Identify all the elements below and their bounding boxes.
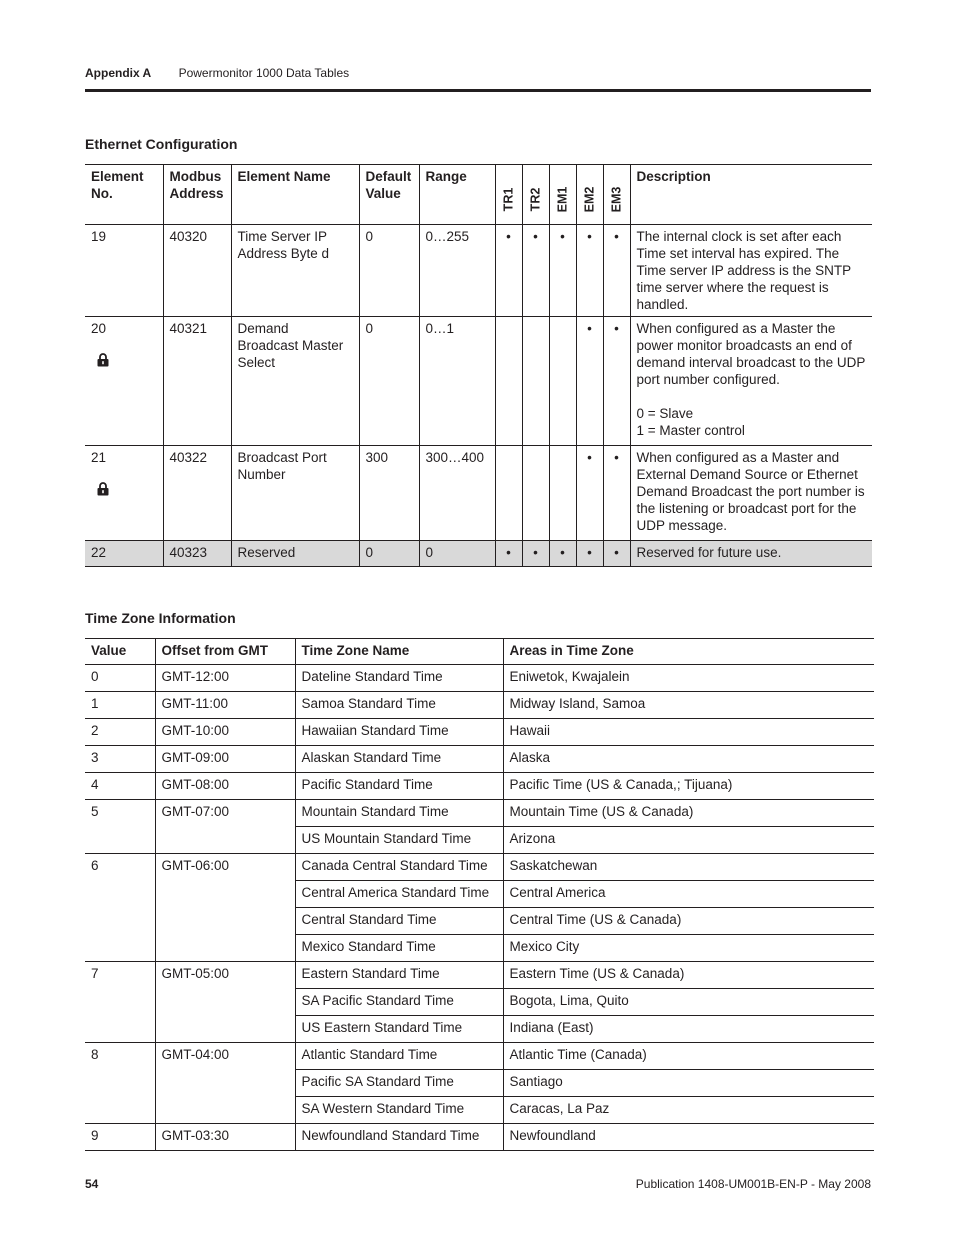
table-row (85, 665, 874, 692)
table-row (85, 225, 872, 317)
description: When configured as a Master the power monitor broadcasts an end of demand interval broadcast to the UDP port number configured. (636, 321, 866, 387)
col-em1-label: EM1 (554, 186, 569, 213)
publication-id: Publication 1408-UM001B-EN-P - May 2008 (635, 1177, 871, 1191)
em1-dot (549, 317, 576, 446)
tz-areas: Saskatchewan (503, 854, 874, 881)
tz-value: 9 (85, 1124, 155, 1151)
modbus-address: 40322 (163, 446, 231, 541)
table-row (85, 962, 874, 989)
tz-name: SA Western Standard Time (295, 1097, 503, 1124)
em2-dot: • (576, 541, 603, 567)
description-option-master: 1 = Master control (636, 423, 745, 438)
table-row (85, 773, 874, 800)
running-header (85, 66, 349, 80)
tz-areas: Newfoundland (503, 1124, 874, 1151)
tz-name: Alaskan Standard Time (295, 746, 503, 773)
col-em3-label: EM3 (608, 186, 623, 213)
table-row (85, 908, 874, 935)
table-row (85, 800, 874, 827)
table-row (85, 989, 874, 1016)
description: The internal clock is set after each Time set interval has expired. The Time server IP address is the SNTP time server where the request is handled. (630, 225, 872, 317)
element-name: Time Server IP Address Byte d (231, 225, 359, 317)
tz-offset (155, 1097, 295, 1124)
modbus-address: 40321 (163, 317, 231, 446)
tz-offset: GMT-03:30 (155, 1124, 295, 1151)
col-default-value: Default Value (359, 165, 419, 225)
tz-areas: Pacific Time (US & Canada,; Tijuana) (503, 773, 874, 800)
col-element-name: Element Name (231, 165, 359, 225)
tz-value (85, 1016, 155, 1043)
range: 0…1 (419, 317, 495, 446)
col-description: Description (630, 165, 872, 225)
tz-areas: Arizona (503, 827, 874, 854)
tz-areas: Eniwetok, Kwajalein (503, 665, 874, 692)
tz-areas: Central Time (US & Canada) (503, 908, 874, 935)
ethernet-config-table (85, 164, 872, 567)
tz-name: SA Pacific Standard Time (295, 989, 503, 1016)
tz-areas: Caracas, La Paz (503, 1097, 874, 1124)
tr2-dot: • (522, 225, 549, 317)
element-no: 19 (85, 225, 163, 317)
tz-name: Atlantic Standard Time (295, 1043, 503, 1070)
em3-dot: • (603, 317, 630, 446)
em3-dot: • (603, 225, 630, 317)
table-row (85, 317, 872, 446)
header-rule (85, 89, 871, 92)
tz-name: US Mountain Standard Time (295, 827, 503, 854)
tz-areas: Bogota, Lima, Quito (503, 989, 874, 1016)
table-row (85, 1043, 874, 1070)
description-option-slave: 0 = Slave (636, 406, 694, 421)
table-row (85, 541, 872, 567)
ethernet-header-row (85, 165, 872, 225)
range: 0 (419, 541, 495, 567)
col-modbus-address: Modbus Address (163, 165, 231, 225)
col-tr1 (495, 165, 522, 225)
col-em1 (549, 165, 576, 225)
table-row (85, 1070, 874, 1097)
tz-areas: Eastern Time (US & Canada) (503, 962, 874, 989)
timezone-header-row (85, 639, 874, 665)
tz-offset: GMT-09:00 (155, 746, 295, 773)
timezone-rows (85, 665, 874, 1151)
tz-areas: Indiana (East) (503, 1016, 874, 1043)
table-row (85, 1016, 874, 1043)
tr1-dot: • (495, 541, 522, 567)
lock-icon (97, 482, 109, 496)
col-areas: Areas in Time Zone (503, 639, 874, 665)
range: 300…400 (419, 446, 495, 541)
tz-name: Pacific Standard Time (295, 773, 503, 800)
tz-areas: Central America (503, 881, 874, 908)
default-value: 0 (359, 541, 419, 567)
description: When configured as a Master and External Demand Source or Ethernet Demand Broadcast the port number is the listening or broadcast port for the UDP message. (630, 446, 872, 541)
tz-offset: GMT-07:00 (155, 800, 295, 827)
table-row (85, 935, 874, 962)
col-tr2-label: TR2 (528, 187, 542, 212)
tr2-dot (522, 317, 549, 446)
tz-areas: Atlantic Time (Canada) (503, 1043, 874, 1070)
tz-offset: GMT-11:00 (155, 692, 295, 719)
tz-offset: GMT-04:00 (155, 1043, 295, 1070)
timezone-table (85, 638, 874, 1151)
tr1-dot (495, 446, 522, 541)
element-no: 20 (91, 321, 107, 336)
tz-areas: Mexico City (503, 935, 874, 962)
tz-value: 6 (91, 858, 99, 873)
em2-dot: • (576, 446, 603, 541)
col-range: Range (419, 165, 495, 225)
range: 0…255 (419, 225, 495, 317)
table-row (85, 719, 874, 746)
table-row (85, 1097, 874, 1124)
element-no-cell (85, 317, 163, 446)
tz-name: Eastern Standard Time (295, 962, 503, 989)
tz-offset (155, 827, 295, 854)
em1-dot (549, 446, 576, 541)
tz-areas: Santiago (503, 1070, 874, 1097)
tr2-dot: • (522, 541, 549, 567)
col-time-zone-name: Time Zone Name (295, 639, 503, 665)
col-element-no: Element No. (85, 165, 163, 225)
tz-areas: Alaska (503, 746, 874, 773)
em3-dot: • (603, 541, 630, 567)
default-value: 300 (359, 446, 419, 541)
tz-value: 3 (85, 746, 155, 773)
tz-value: 0 (85, 665, 155, 692)
tz-name: Central Standard Time (295, 908, 503, 935)
col-em2-label: EM2 (581, 186, 596, 213)
tz-offset: GMT-06:00 (155, 854, 295, 881)
default-value: 0 (359, 225, 419, 317)
default-value: 0 (359, 317, 419, 446)
tz-name: Pacific SA Standard Time (295, 1070, 503, 1097)
tz-name: Mountain Standard Time (295, 800, 503, 827)
tz-name: US Eastern Standard Time (295, 1016, 503, 1043)
tz-areas: Mountain Time (US & Canada) (503, 800, 874, 827)
table-row (85, 854, 874, 881)
tz-name: Samoa Standard Time (295, 692, 503, 719)
element-no: 22 (85, 541, 163, 567)
lock-icon (97, 353, 109, 367)
appendix-label: Appendix A (85, 66, 152, 80)
element-name: Demand Broadcast Master Select (231, 317, 359, 446)
tz-name: Newfoundland Standard Time (295, 1124, 503, 1151)
tz-name: Hawaiian Standard Time (295, 719, 503, 746)
col-em3 (603, 165, 630, 225)
tz-value (85, 935, 155, 962)
col-offset: Offset from GMT (155, 639, 295, 665)
tz-offset (155, 935, 295, 962)
description-cell (630, 317, 872, 446)
tz-value: 7 (91, 966, 99, 981)
header-title: Powermonitor 1000 Data Tables (178, 66, 350, 80)
tz-name: Mexico Standard Time (295, 935, 503, 962)
em1-dot: • (549, 541, 576, 567)
tz-value: 2 (85, 719, 155, 746)
element-name: Reserved (231, 541, 359, 567)
em2-dot: • (576, 317, 603, 446)
tz-value (85, 989, 155, 1016)
tr2-dot (522, 446, 549, 541)
col-tr2 (522, 165, 549, 225)
tz-value (85, 908, 155, 935)
table-row (85, 692, 874, 719)
tz-offset (155, 1070, 295, 1097)
ethernet-section-title: Ethernet Configuration (85, 136, 238, 152)
tr1-dot: • (495, 225, 522, 317)
tr1-dot (495, 317, 522, 446)
col-em2 (576, 165, 603, 225)
timezone-section-title: Time Zone Information (85, 610, 236, 626)
tz-offset: GMT-05:00 (155, 962, 295, 989)
tz-name: Central America Standard Time (295, 881, 503, 908)
description: Reserved for future use. (630, 541, 872, 567)
tz-offset (155, 881, 295, 908)
tz-areas: Hawaii (503, 719, 874, 746)
tz-offset (155, 1016, 295, 1043)
tz-name: Dateline Standard Time (295, 665, 503, 692)
page-number: 54 (85, 1177, 99, 1191)
tz-offset: GMT-12:00 (155, 665, 295, 692)
table-row (85, 746, 874, 773)
tz-areas: Midway Island, Samoa (503, 692, 874, 719)
tz-value (85, 1097, 155, 1124)
tz-value (85, 1070, 155, 1097)
table-row (85, 827, 874, 854)
tz-value (85, 827, 155, 854)
tz-value: 4 (85, 773, 155, 800)
tz-value: 1 (85, 692, 155, 719)
tz-offset (155, 908, 295, 935)
element-no: 21 (91, 450, 107, 465)
col-value: Value (85, 639, 155, 665)
table-row (85, 446, 872, 541)
element-name: Broadcast Port Number (231, 446, 359, 541)
modbus-address: 40320 (163, 225, 231, 317)
tz-value: 8 (91, 1047, 99, 1062)
tz-offset (155, 989, 295, 1016)
tz-value: 5 (91, 804, 99, 819)
modbus-address: 40323 (163, 541, 231, 567)
tz-name: Canada Central Standard Time (295, 854, 503, 881)
element-no-cell (85, 446, 163, 541)
em2-dot: • (576, 225, 603, 317)
table-row (85, 1124, 874, 1151)
em3-dot: • (603, 446, 630, 541)
tz-value (85, 881, 155, 908)
table-row (85, 881, 874, 908)
col-tr1-label: TR1 (501, 187, 515, 212)
tz-offset: GMT-08:00 (155, 773, 295, 800)
tz-offset: GMT-10:00 (155, 719, 295, 746)
em1-dot: • (549, 225, 576, 317)
